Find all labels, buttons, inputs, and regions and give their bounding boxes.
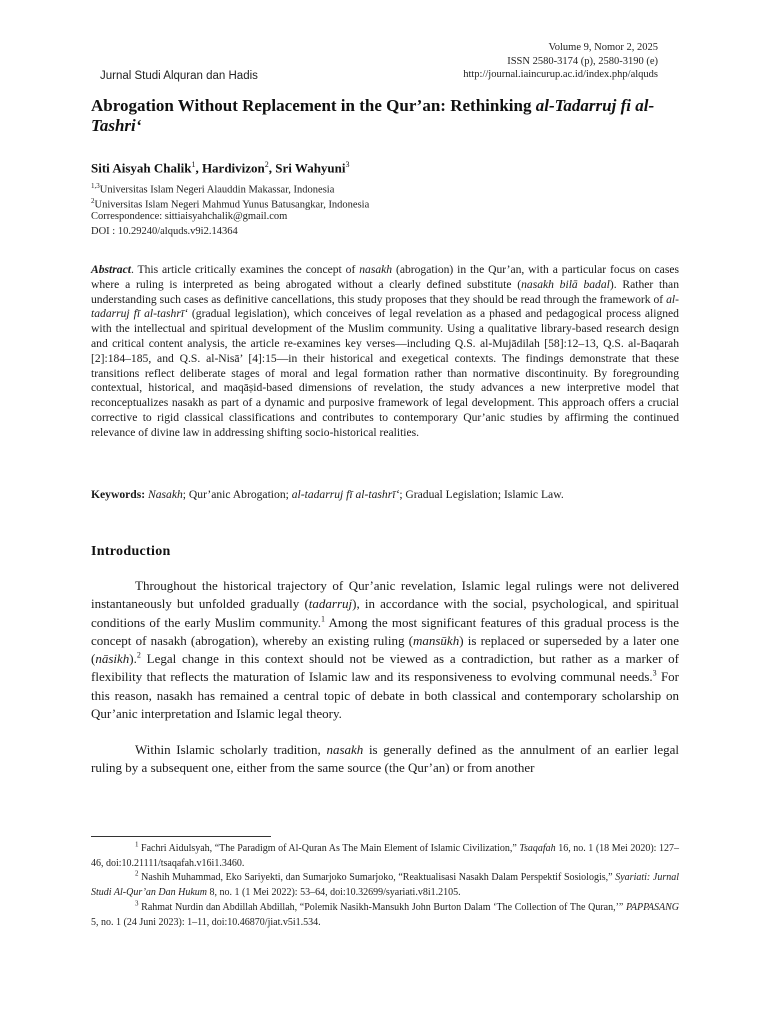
- affiliation-2-sup: 2: [91, 197, 95, 205]
- footnote-number: 1: [135, 840, 139, 849]
- para-italic: tadarruj: [308, 596, 353, 612]
- footnote-ref-1[interactable]: 1: [321, 614, 326, 624]
- footnote-text: Fachri Aidulsyah, “The Paradigm of Al-Quran As The Main Element of Islamic Civilization,”: [138, 843, 520, 854]
- para-text: Among the most significant features of this gradual process is the concept of nasakh (abrogation), whereby an existing ruling (: [91, 614, 679, 648]
- intro-paragraph-2: [91, 741, 679, 778]
- para-text: is generally defined as the annulment of an earlier legal ruling by a subsequent one, either from the same source (the Qur’an) or from another: [91, 742, 680, 776]
- keywords: [91, 487, 679, 502]
- para-italic: nasakh: [326, 742, 364, 757]
- footnote-number: 3: [135, 899, 139, 908]
- title-italic: al-Tadarruj fi al-Tashri‘: [91, 96, 655, 135]
- para-text: Within Islamic scholarly tradition,: [135, 742, 327, 757]
- para-text: ), in accordance with the social, psychological, and spiritual conditions of the early Muslim community.: [91, 596, 680, 630]
- author-2: Hardivizon: [201, 160, 265, 176]
- keywords-label: Keywords:: [91, 488, 146, 501]
- para-italic: mansūkh: [412, 632, 460, 648]
- abstract-italic: nasakh: [359, 263, 393, 276]
- footnote-italic: PAPPASANG: [626, 902, 679, 913]
- author-sep: ,: [195, 160, 202, 176]
- footnote-2: [91, 871, 679, 900]
- footnote-text: 5, no. 1 (24 Juni 2023): 1–11, doi:10.46870/jiat.v5i1.534.: [91, 916, 321, 928]
- abstract-italic: nasakh bilā badal: [521, 277, 610, 291]
- author-list: [91, 160, 350, 176]
- footnote-text: Rahmat Nurdin dan Abdillah Abdillah, “Polemik Nasikh-Mansukh John Burton Dalam ‘The Collection of The Quran,’”: [138, 902, 627, 913]
- footnote-text: 16, no. 1 (18 Mei 2020): 127–46, doi:10.21111/tsaqafah.v16i1.3460.: [91, 843, 679, 869]
- footnote-italic: Tsaqafah: [519, 843, 556, 854]
- keywords-text: ; Gradual Legislation; Islamic Law.: [399, 488, 564, 501]
- abstract-text: (gradual legislation), which conceives of legal revelation as a phased and pedagogical process aligned with the intellectual and spiritual development of the Muslim community. Using a qualitative library-based research design and critical content analysis, the article re-examines key verses—including Q.S. al-Mujādilah [58]:12–13, Q.S. al-Baqarah [2]:184–185, and Q.S. al-Nisā’ [4]:15—in their historical and exegetical contexts. The findings demonstrate that these transitions reflect deliberate stages of moral and legal formation rather than normative discontinuity. By foregrounding contextual, historical, and maqāṣid-based dimensions of revelation, the study advances a new interpretive model that reconceptualizes nasakh as part of a dynamic and purposive framework of legal development. This approach offers a crucial corrective to rigid classical classifications and contributes to contemporary Qur’anic studies by affirming the continued relevance of divine law in addressing shifting socio-historical realities.: [91, 307, 679, 439]
- author-3-sup: 3: [345, 160, 350, 169]
- keyword-italic: al-tadarruj fī al-tashrī‘: [291, 488, 400, 501]
- abstract-text: ). Rather than understanding such cases as definitive cancellations, this study proposes that they should be read through the framework of: [91, 277, 679, 306]
- author-3: Sri Wahyuni: [275, 160, 346, 176]
- article-title: [91, 96, 691, 136]
- abstract-text: (abrogation) in the Qur’an, with a particular focus on cases where a ruling is interpreted as being abrogated without a clearly defined substitute (: [91, 263, 679, 291]
- doi[interactable]: DOI : 10.29240/alquds.v9i2.14364: [91, 226, 238, 237]
- section-title: Introduction: [91, 544, 171, 559]
- author-1-sup: 1: [191, 160, 196, 169]
- journal-name: Jurnal Studi Alquran dan Hadis: [100, 70, 258, 82]
- footnote-text: 8, no. 1 (1 Mei 2022): 53–64, doi:10.32699/syariati.v8i1.2105.: [207, 886, 461, 898]
- author-sep: ,: [268, 160, 276, 176]
- author-2-sup: 2: [264, 160, 269, 169]
- abstract: [91, 263, 679, 441]
- affiliation-1-sup: 1,3: [91, 182, 100, 190]
- journal-url[interactable]: http://journal.iaincurup.ac.id/index.php/alquds: [463, 69, 658, 80]
- footnote-1: [91, 842, 679, 871]
- para-text: Legal change in this context should not be viewed as a contradiction, but rather as a marker of flexibility that reflects the maturation of Islamic law and its responsiveness to evolving communal needs.: [91, 651, 679, 685]
- affiliation-1-text: Universitas Islam Negeri Alauddin Makassar, Indonesia: [99, 184, 335, 196]
- para-text: Throughout the historical trajectory of Qur’anic revelation, Islamic legal rulings were not delivered instantaneously but unfolded gradually (: [91, 578, 679, 612]
- abstract-label: Abstract: [91, 263, 131, 276]
- footnote-3: [91, 901, 679, 930]
- issn-info: ISSN 2580-3174 (p), 2580-3190 (e): [507, 55, 658, 67]
- header-right: [463, 41, 658, 82]
- para-text: ) is replaced or superseded by a later one (: [91, 632, 679, 667]
- keywords-text: ; Qur’anic Abrogation;: [182, 488, 292, 501]
- para-text: ).: [129, 651, 137, 667]
- keyword-italic: Nasakh: [148, 488, 183, 501]
- footnote-italic: Syariati: Jurnal Studi Al-Qur’an Dan Hukum: [91, 872, 679, 898]
- footnote-number: 2: [135, 869, 139, 878]
- footnote-ref-2[interactable]: 2: [136, 650, 141, 660]
- affiliation-2-text: Universitas Islam Negeri Mahmud Yunus Batusangkar, Indonesia: [94, 199, 370, 211]
- abstract-text: . This article critically examines the concept of: [130, 263, 360, 276]
- intro-paragraph-1: [91, 577, 679, 723]
- para-text: For this reason, nasakh has remained a central topic of debate in both classical and contemporary scholarship on Qur’anic interpretation and Islamic legal theory.: [91, 669, 679, 722]
- footnote-ref-3[interactable]: 3: [652, 669, 657, 679]
- footnote-text: Nashih Muhammad, Eko Sariyekti, dan Sumarjoko Sumarjoko, “Reaktualisasi Nasakh Dalam Perspektif Sosiologis,”: [138, 872, 616, 883]
- abstract-italic: al-tadarruj fī al-tashrī‘: [91, 292, 679, 321]
- correspondence: Correspondence: sittiaisyahchalik@gmail.com: [91, 211, 288, 222]
- para-italic: nāsikh: [95, 651, 130, 667]
- volume-info: Volume 9, Nomor 2, 2025: [548, 42, 658, 53]
- author-1: Siti Aisyah Chalik: [91, 160, 192, 176]
- title-main: Abrogation Without Replacement in the Qur’an: Rethinking: [91, 96, 536, 115]
- footnote-rule: [91, 836, 271, 837]
